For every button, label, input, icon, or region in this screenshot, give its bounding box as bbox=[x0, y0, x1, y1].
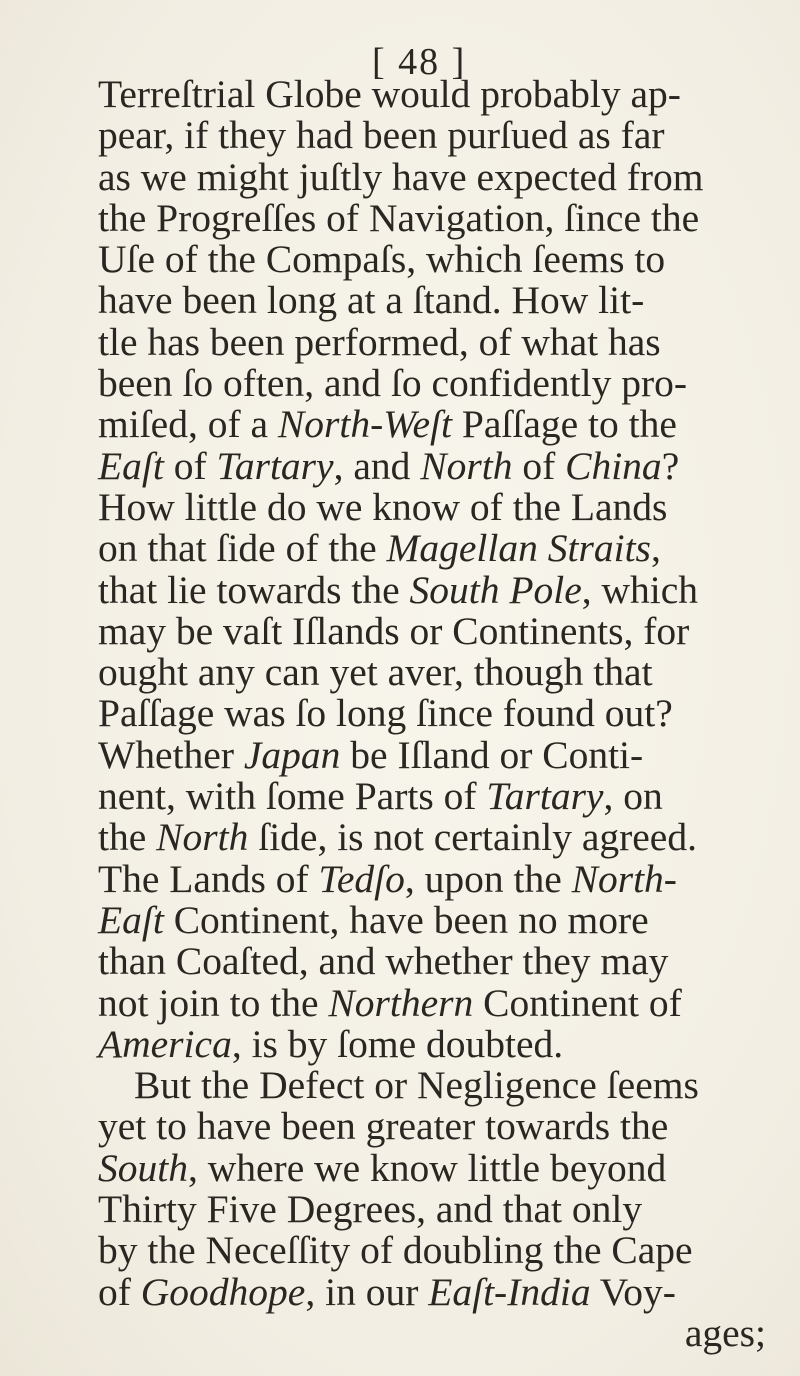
text-line: miſed, of a North-Weſt Paſſage to the bbox=[98, 402, 677, 447]
text-line: as we might juſtly have expected from bbox=[98, 154, 704, 199]
text-line: South, where we know little beyond bbox=[98, 1145, 667, 1190]
text-line: Whether Japan be Iſland or Conti- bbox=[98, 732, 644, 777]
text-line: Terreſtrial Globe would probably ap- bbox=[98, 72, 681, 116]
text-line: But the Defect or Negligence ſeems bbox=[134, 1063, 699, 1108]
text-line: Uſe of the Compaſs, which ſeems to bbox=[98, 237, 666, 282]
text-line: tle has been performed, of what has bbox=[98, 319, 661, 364]
text-line: the North ſide, is not certainly agreed. bbox=[98, 815, 697, 860]
text-line: Thirty Five Degrees, and that only bbox=[98, 1187, 643, 1232]
text-line: America, is by ſome doubted. bbox=[98, 1021, 564, 1066]
page-number: [ 48 ] bbox=[372, 41, 467, 83]
text-line: How little do we know of the Lands bbox=[98, 484, 668, 529]
body-text bbox=[98, 74, 770, 1354]
text-line: ought any can yet aver, though that bbox=[98, 650, 653, 695]
text-line: been ſo often, and ſo confidently pro- bbox=[98, 361, 688, 406]
text-line: Paſſage was ſo long ſince found out? bbox=[98, 691, 673, 736]
text-line: Eaſt Continent, have been no more bbox=[98, 897, 649, 942]
text-line: may be vaſt Iſlands or Continents, for bbox=[98, 608, 690, 653]
text-line: than Coaſted, and whether they may bbox=[98, 939, 669, 984]
catchword: ages; bbox=[684, 1310, 766, 1355]
text-line: The Lands of Tedſo, upon the North- bbox=[98, 856, 677, 901]
text-line: on that ſide of the Magellan Straits, bbox=[98, 526, 661, 571]
text-line: that lie towards the South Pole, which bbox=[98, 567, 699, 612]
text-line: nent, with ſome Parts of Tartary, on bbox=[98, 774, 663, 819]
text-line: have been long at a ſtand. How lit- bbox=[98, 278, 645, 323]
text-line: yet to have been greater towards the bbox=[98, 1104, 669, 1149]
text-line: the Progreſſes of Navigation, ſince the bbox=[98, 195, 700, 240]
text-line: of Goodhope, in our Eaſt-India Voy- bbox=[98, 1269, 676, 1314]
text-line: pear, if they had been purſued as far bbox=[98, 113, 665, 158]
text-line: not join to the Northern Continent of bbox=[98, 980, 682, 1025]
text-line: by the Neceſſity of doubling the Cape bbox=[98, 1228, 693, 1273]
text-line: Eaſt of Tartary, and North of China? bbox=[98, 443, 680, 488]
